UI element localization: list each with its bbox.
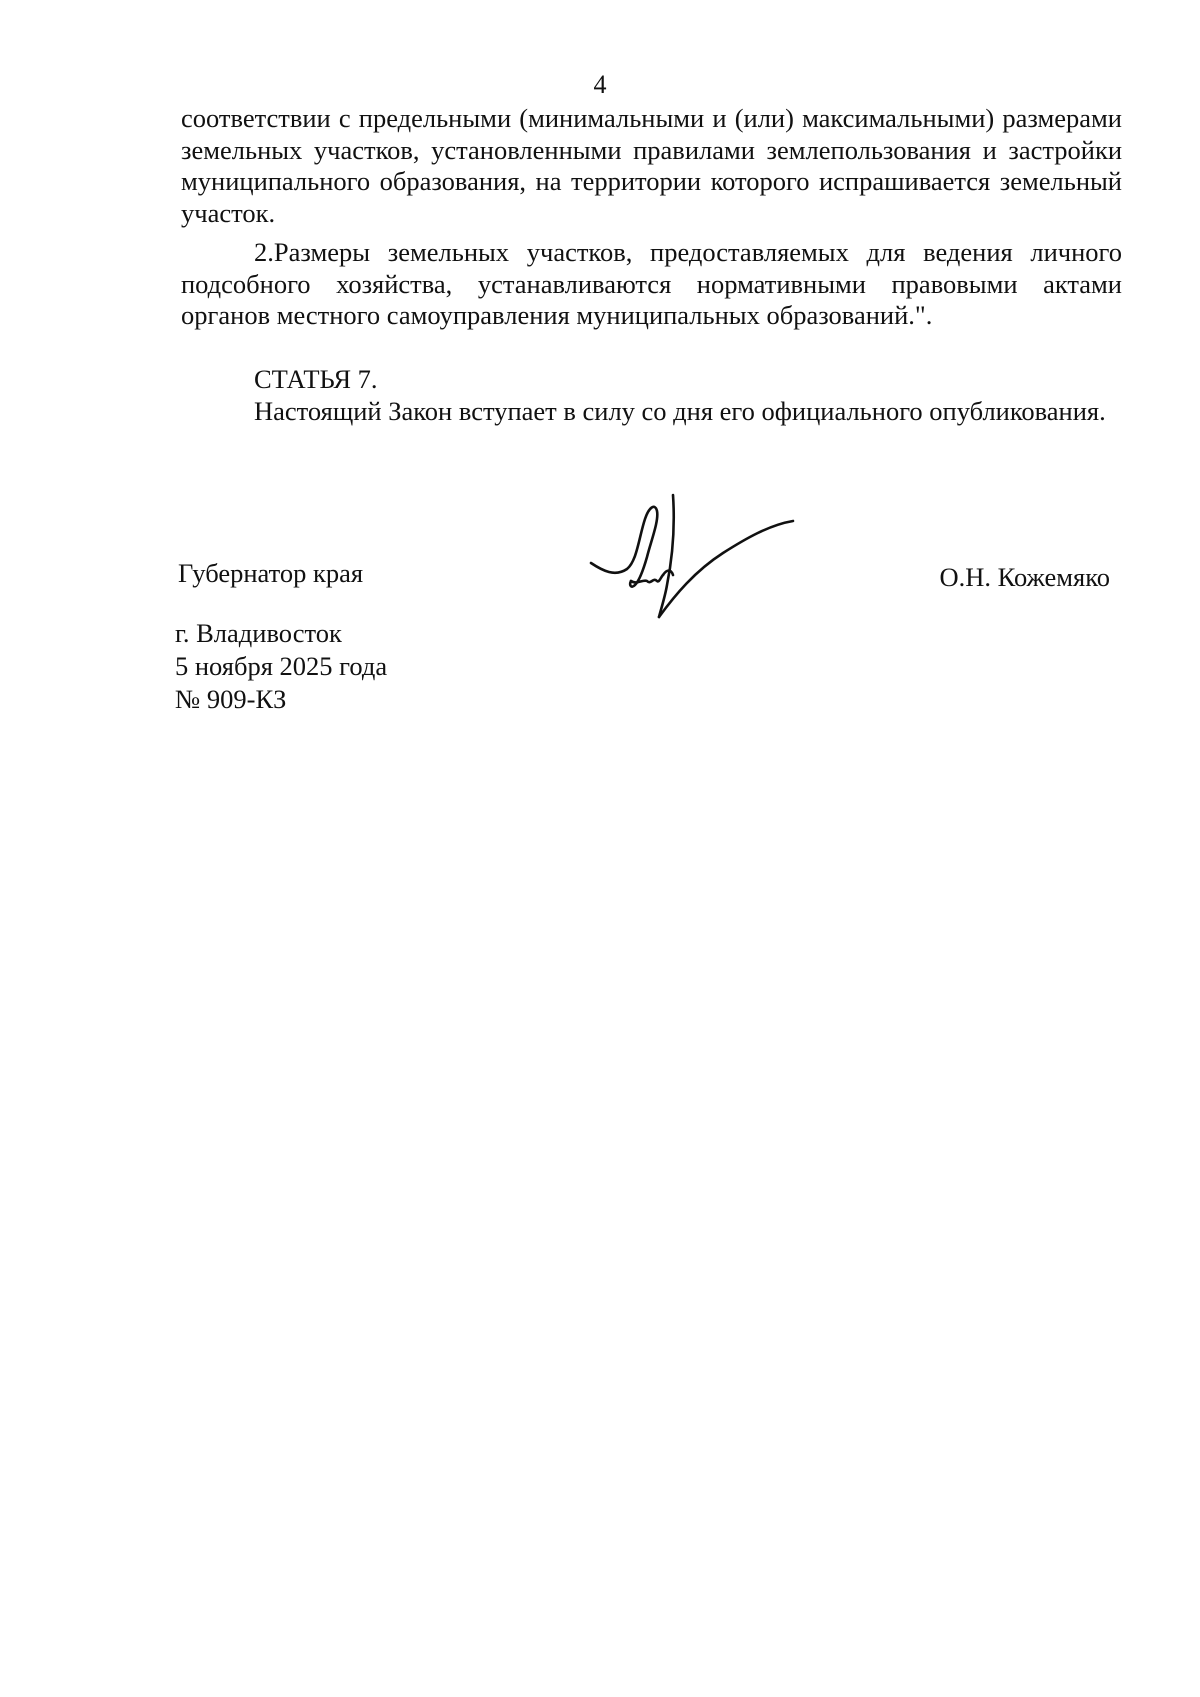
paragraph-continuation: соответствии с предельными (минимальными и (или) максимальными) размерами земельных участков, установленными правилами землепользования и застройки муниципального образования, на территории которого испрашивается земельный участок. <box>181 103 1122 228</box>
date: 5 ноября 2025 года <box>175 651 388 681</box>
page-number: 4 <box>593 70 607 99</box>
city: г. Владивосток <box>175 618 342 648</box>
paragraph-2: 2.Размеры земельных участков, предоставляемых для ведения личного подсобного хозяйства, устанавливаются нормативными правовыми актами органов местного самоуправления муниципальных образований.". <box>181 237 1122 330</box>
signatory-name: О.Н. Кожемяко <box>939 562 1110 592</box>
place-and-date-block <box>175 617 387 716</box>
article-text: Настоящий Закон вступает в силу со дня его официального опубликования. <box>254 396 1106 426</box>
law-number: № 909-КЗ <box>175 684 287 714</box>
article-title: СТАТЬЯ 7. <box>254 364 378 394</box>
signatory-position: Губернатор края <box>178 558 364 588</box>
handwritten-signature <box>585 485 805 635</box>
